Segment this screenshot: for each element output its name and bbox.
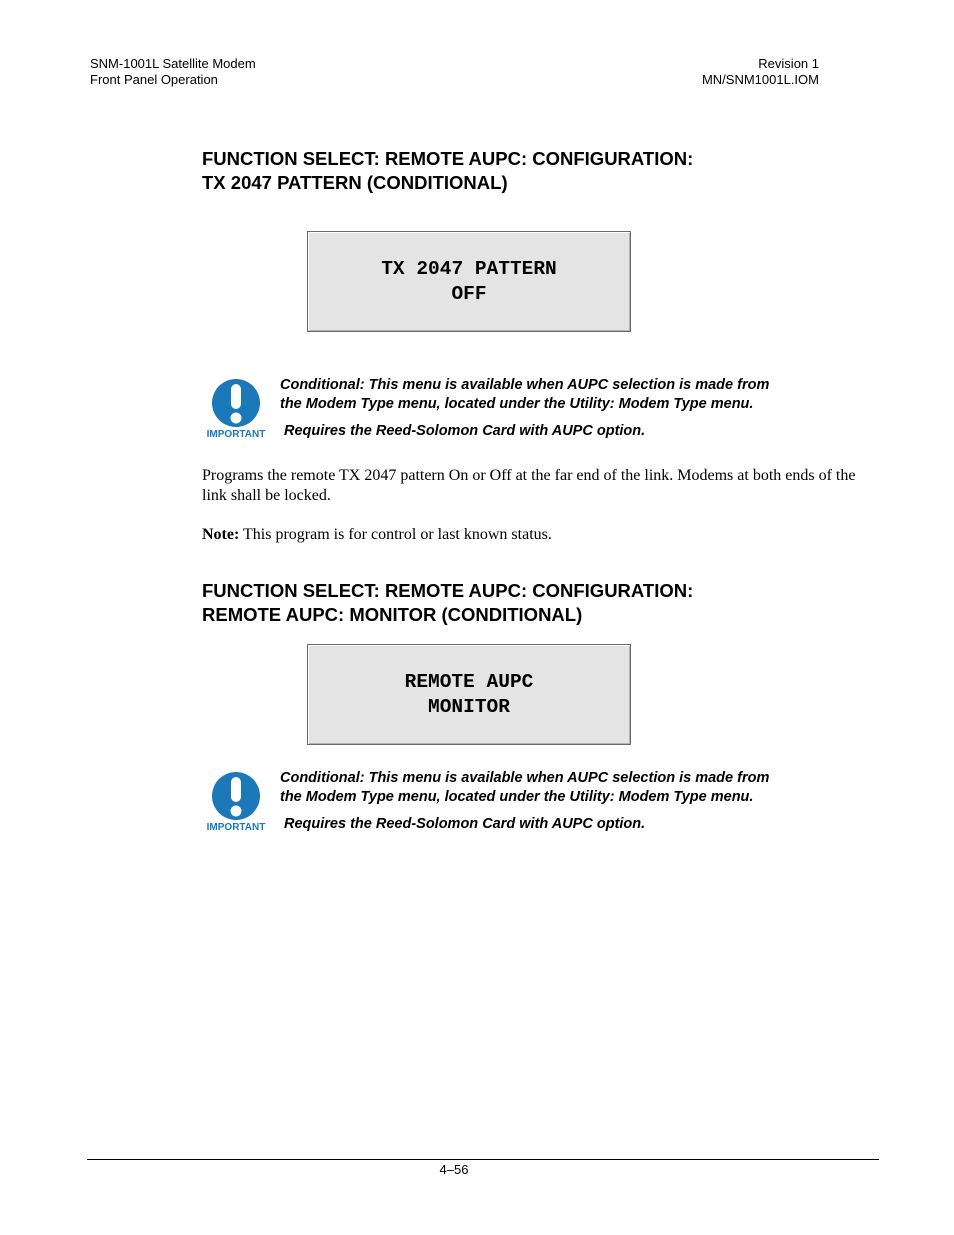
section-heading [202,147,693,195]
description-paragraph: Programs the remote TX 2047 pattern On or Off at the far end of the link. Modems at both ends of the link shall be locked. [202,467,856,504]
notice-text-line: the Modem Type menu, located under the Utility: Modem Type menu. [280,396,754,412]
important-icon-label: IMPORTANT [206,822,266,833]
footer-divider [87,1159,879,1160]
display-line-2: MONITOR [428,695,510,718]
section-heading-line: FUNCTION SELECT: REMOTE AUPC: CONFIGURATION: [202,148,694,169]
important-exclamation-icon [200,378,272,440]
important-icon-label: IMPORTANT [206,429,266,440]
document-title: SNM-1001L Satellite Modem [90,56,256,71]
note-paragraph [202,525,864,545]
note-label: Note: [202,526,240,543]
note-text: This program is for control or last known status. [239,526,552,543]
notice-text-line: Requires the Reed-Solomon Card with AUPC option. [284,816,646,832]
document-number: MN/SNM1001L.IOM [701,72,819,87]
page-number: 4–56 [439,1162,469,1177]
front-panel-display [307,644,631,745]
section-heading-line: TX 2047 PATTERN (CONDITIONAL) [202,172,508,193]
display-line-1: REMOTE AUPC [404,670,534,693]
display-line-1: TX 2047 PATTERN [381,257,557,280]
important-notice [200,765,840,840]
notice-text-line: Conditional: This menu is available when AUPC selection is made from [280,377,770,393]
chapter-title: Front Panel Operation [90,72,218,87]
important-notice [200,372,840,447]
notice-text-line: Requires the Reed-Solomon Card with AUPC option. [284,423,646,439]
front-panel-display [307,231,631,332]
section-heading [202,579,693,627]
page-header-left [90,56,256,88]
section-heading-line: REMOTE AUPC: MONITOR (CONDITIONAL) [202,604,583,625]
revision-label: Revision 1 [758,56,819,71]
notice-text-line: Conditional: This menu is available when AUPC selection is made from [280,770,770,786]
section-heading-line: FUNCTION SELECT: REMOTE AUPC: CONFIGURATION: [202,580,694,601]
display-line-2: OFF [451,282,487,305]
important-exclamation-icon [200,771,272,833]
page-header-right [702,56,819,88]
notice-text-line: the Modem Type menu, located under the Utility: Modem Type menu. [280,789,754,805]
